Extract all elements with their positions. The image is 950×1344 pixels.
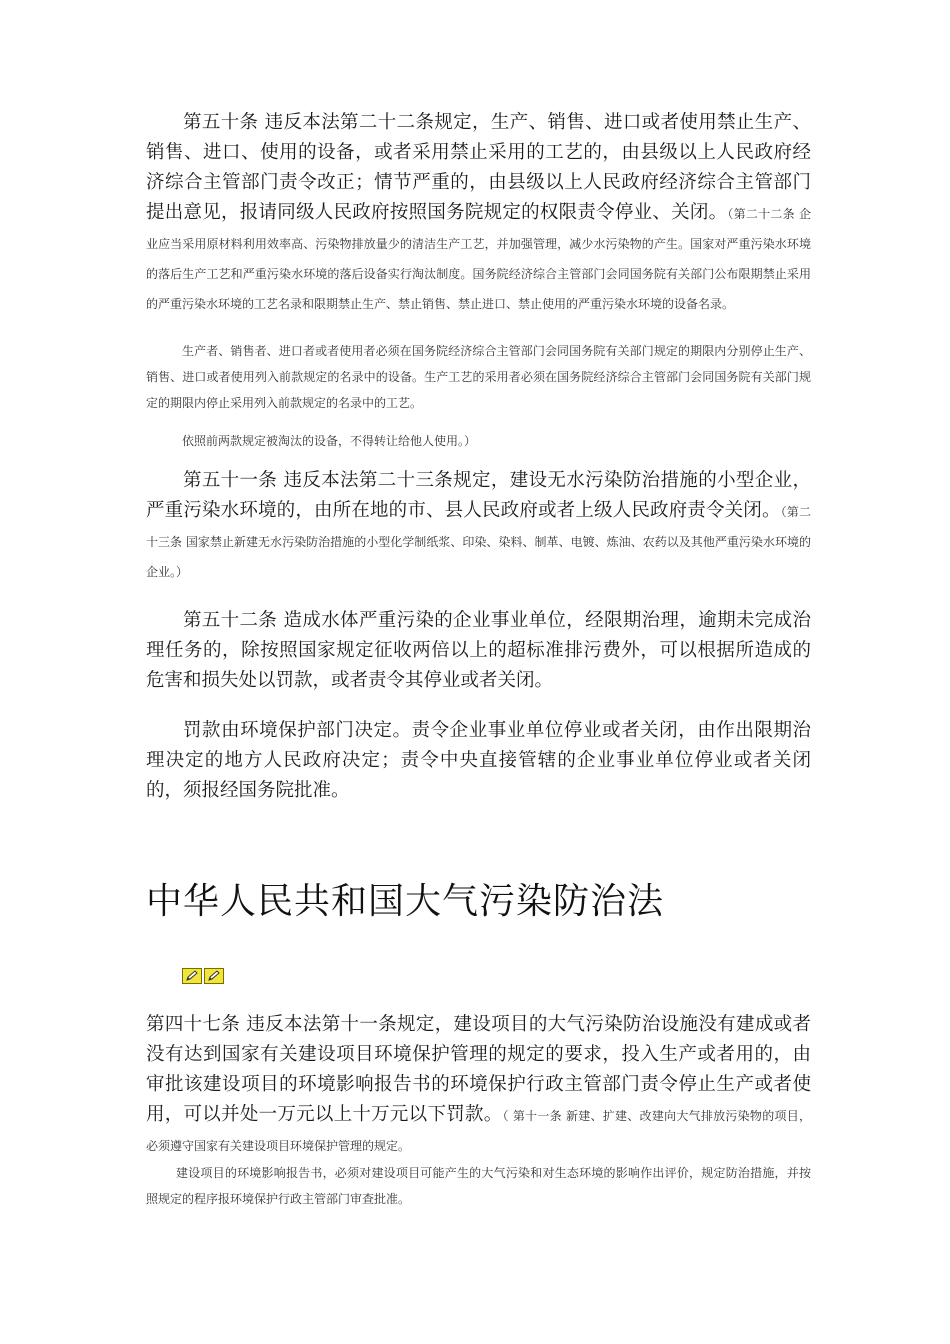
article-52: 第五十二条 造成水体严重污染的企业事业单位，经限期治理，逾期未完成治理任务的，除按照国家规定征收两倍以上的超标准排污费外，可以根据所造成的危害和损失处以罚款，或者责令其停业或者关闭。 (146, 610, 811, 691)
pencil-icon[interactable] (182, 968, 202, 984)
article-51-note: （第二十三条 国家禁止新建无水污染防治措施的小型化学制纸浆、印染、染料、制革、电镀、炼油、农药以及其他严重污染水环境的企业。） (146, 505, 811, 579)
document-content (146, 108, 811, 1212)
article-50-note-2: 生产者、销售者、进口者或者使用者必须在国务院经济综合主管部门会同国务院有关部门规定的期限内分别停止生产、销售、进口或者使用列入前款规定的名录中的设备。生产工艺的采用者必须在国务院经济综合主管部门会同国务院有关部门规定的期限内停止采用列入前款规定的名录中的工艺。 (146, 344, 811, 410)
article-50-text: 第五十条 违反本法第二十二条规定，生产、销售、进口或者使用禁止生产、销售、进口、使用的设备，或者采用禁止采用的工艺的，由县级以上人民政府经济综合主管部门责令改正；情节严重的，由县级以上人民政府经济综合主管部门提出意见，报请同级人民政府按照国务院规定的权限责令停业、关闭。 (146, 112, 811, 223)
law-title: 中华人民共和国大气污染防治法 (146, 881, 665, 922)
article-47-text: 第四十七条 违反本法第十一条规定，建设项目的大气污染防治设施没有建成或者没有达到国家有关建设项目环境保护管理的规定的要求，投入生产或者用的，由审批该建设项目的环境影响报告书的环境保护行政主管部门责令停止生产或者使用，可以并处一万元以上十万元以下罚款。 (146, 1014, 811, 1125)
article-51-text: 第五十一条 违反本法第二十三条规定，建设无水污染防治措施的小型企业，严重污染水环境的，由所在地的市、县人民政府或者上级人民政府责令关闭。 (146, 470, 811, 521)
article-47-note: （ 第十一条 新建、扩建、改建向大气排放污染物的项目，必须遵守国家有关建设项目环境保护管理的规定。 (146, 1109, 811, 1153)
article-50-note: （第二十二条 企业应当采用原材料利用效率高、污染物排放量少的清洁生产工艺，并加强管理，减少水污染物的产生。国家对严重污染水环境的落后生产工艺和严重污染水环境的落后设备实行淘汰制度。国务院经济综合主管部门会同国务院有关部门公布限期禁止采用的严重污染水环境的工艺名录和限期禁止生产、禁止销售、禁止进口、禁止使用的严重污染水环境的设备名录。 (146, 207, 811, 311)
article-50-note-3: 依照前两款规定被淘汰的设备，不得转让给他人使用。） (182, 434, 477, 448)
article-47 (146, 1010, 811, 1160)
pencil-icon[interactable] (204, 968, 224, 984)
article-50 (146, 108, 811, 318)
article-52-para-2: 罚款由环境保护部门决定。责令企业事业单位停业或者关闭，由作出限期治理决定的地方人民政府决定；责令中央直接管辖的企业事业单位停业或者关闭的，须报经国务院批准。 (146, 720, 811, 801)
article-47-note-2: 建设项目的环境影响报告书，必须对建设项目可能产生的大气污染和对生态环境的影响作出评价，规定防治措施，并按照规定的程序报环境保护行政主管部门审查批准。 (146, 1166, 811, 1206)
article-51 (146, 466, 811, 586)
icon-row (182, 968, 811, 984)
